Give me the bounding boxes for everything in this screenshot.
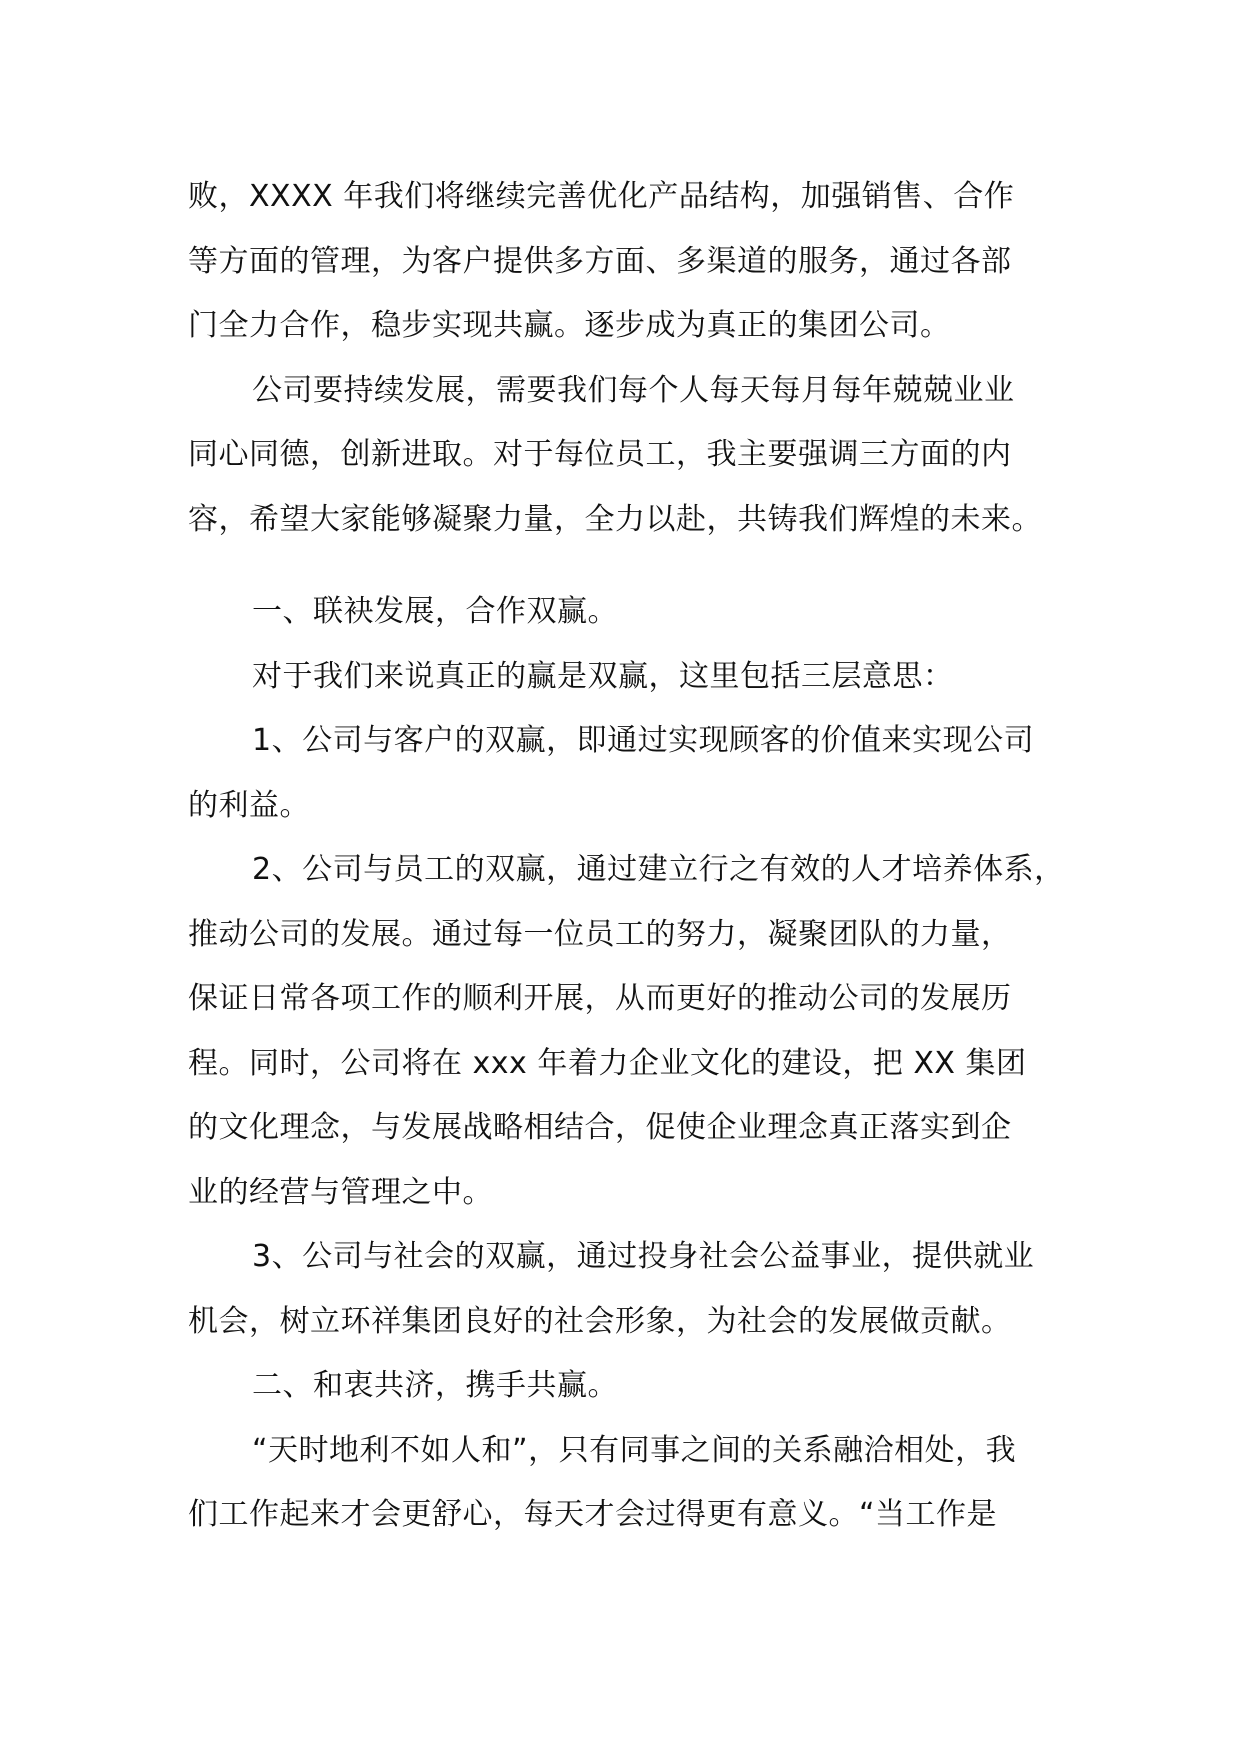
body-line: 1、公司与客户的双赢，即通过实现顾客的价值来实现公司	[252, 723, 1035, 758]
section-heading: 二、和衷共济，携手共赢。	[252, 1368, 618, 1403]
body-line: 的利益。	[188, 787, 310, 823]
body-line: 3、公司与社会的双赢，通过投身社会公益事业，提供就业	[252, 1239, 1035, 1274]
body-line: 推动公司的发展。通过每一位员工的努力，凝聚团队的力量，	[188, 916, 1012, 952]
body-line: 对于我们来说真正的赢是双赢，这里包括三层意思：	[252, 658, 954, 694]
body-line: 业的经营与管理之中。	[188, 1174, 493, 1210]
body-line: 等方面的管理，为客户提供多方面、多渠道的服务，通过各部	[188, 243, 1012, 279]
body-line: 2、公司与员工的双赢，通过建立行之有效的人才培养体系，	[252, 852, 1065, 887]
body-line: 公司要持续发展，需要我们每个人每天每月每年兢兢业业	[252, 372, 1015, 408]
body-line: 机会，树立环祥集团良好的社会形象，为社会的发展做贡献。	[188, 1303, 1012, 1339]
body-line: 容，希望大家能够凝聚力量，全力以赴，共铸我们辉煌的未来。	[188, 501, 1042, 537]
section-heading: 一、联袂发展，合作双赢。	[252, 594, 618, 629]
body-line: 门全力合作，稳步实现共赢。逐步成为真正的集团公司。	[188, 308, 951, 343]
body-line: 同心同德，创新进取。对于每位员工，我主要强调三方面的内	[188, 437, 1012, 472]
paragraph-gap	[188, 552, 1068, 580]
body-line: 的文化理念，与发展战略相结合，促使企业理念真正落实到企	[188, 1110, 1012, 1145]
body-line: 保证日常各项工作的顺利开展，从而更好的推动公司的发展历	[188, 981, 1012, 1016]
body-line: 程。同时，公司将在 xxx 年着力企业文化的建设，把 XX 集团	[188, 1045, 1027, 1081]
body-line: 败，XXXX 年我们将继续完善优化产品结构，加强销售、合作	[188, 179, 1015, 214]
document-body	[188, 165, 1068, 1548]
body-line: “天时地利不如人和”，只有同事之间的关系融洽相处，我	[252, 1432, 1017, 1468]
body-line: 们工作起来才会更舒心，每天才会过得更有意义。“当工作是	[188, 1497, 998, 1532]
